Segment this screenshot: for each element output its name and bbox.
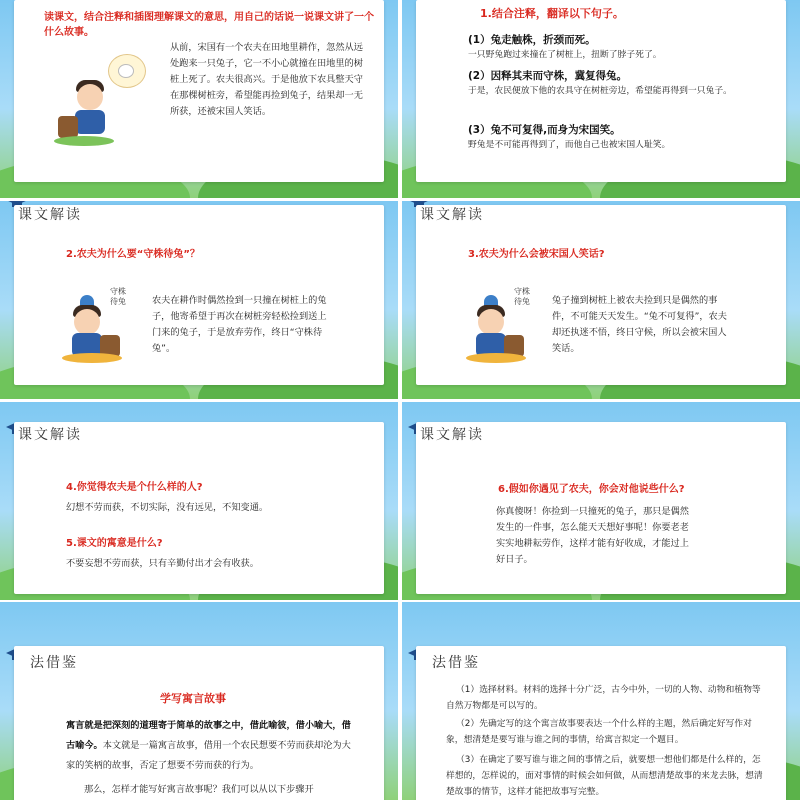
item-answer: 于是，农民便放下他的农具守在树桩旁边，希望能再得到一只兔子。 xyxy=(468,86,732,96)
boy-head-icon xyxy=(478,309,504,335)
section-title: 课文解读 xyxy=(18,427,82,443)
translate-item-1 xyxy=(468,32,768,62)
item-question: (3）兔不可复得,而身为宋国笑。 xyxy=(468,124,621,136)
boy-body-icon xyxy=(75,110,105,134)
slide-1 xyxy=(0,0,398,198)
question-2: 5.课文的寓意是什么? xyxy=(66,538,163,549)
tree-stump-icon xyxy=(58,116,78,138)
section-title: 课文解读 xyxy=(420,427,484,443)
rabbit-icon xyxy=(118,64,134,78)
slide-4 xyxy=(402,201,800,399)
question-1: 4.你觉得农夫是个什么样的人? xyxy=(66,482,203,493)
step-2: （2）先确定写的这个寓言故事要表达一个什么样的主题，然后确定好写作对象，想清楚是要写谁与谁之间的事情，给寓言拟定一个题目。 xyxy=(446,719,752,745)
content-card xyxy=(14,0,384,182)
translate-title: 1.结合注释，翻译以下句子。 xyxy=(480,7,624,20)
slide-title: 学写寓言故事 xyxy=(160,692,226,705)
translate-item-2 xyxy=(468,68,768,98)
calligraphy-title: 守株待兔 xyxy=(514,287,530,306)
slide-2 xyxy=(402,0,800,198)
slide-6 xyxy=(402,402,800,600)
section-title: 法借鉴 xyxy=(432,655,480,671)
section-title: 课文解读 xyxy=(420,207,484,223)
slide-8 xyxy=(402,602,800,800)
ground-icon xyxy=(466,353,526,363)
farmer-illustration xyxy=(48,52,158,162)
paragraph-1: 寓言就是把深刻的道理寄于简单的故事之中，借此喻彼，借小喻大，借古喻今。本文就是一篇寓言故事，借用一个农民想要不劳而获却沦为大家的笑柄的故事，否定了想要不劳而获的行为。 xyxy=(66,720,351,771)
farmer-illustration xyxy=(466,289,556,369)
step-3: （3）在确定了要写谁与谁之间的事情之后，就要想一想他们都是什么样的，怎样想的，怎样说的，面对事情的时候会如何做，从而想清楚故事的来龙去脉，想清楚故事的情节，这样才能把故事写完整。 xyxy=(446,755,763,797)
item-question: (2）因释其耒而守株，冀复得兔。 xyxy=(468,70,628,82)
boy-head-icon xyxy=(77,84,103,110)
answer-2: 不要妄想不劳而获，只有辛勤付出才会有收获。 xyxy=(66,558,259,569)
ground-icon xyxy=(54,136,114,146)
slide-3 xyxy=(0,201,398,399)
question: 2.农夫为什么要“守株待兔”？ xyxy=(66,249,200,260)
item-question: (1）兔走触株，折颈而死。 xyxy=(468,34,596,46)
item-answer: 野兔是不可能再得到了，而他自己也被宋国人耻笑。 xyxy=(468,140,671,150)
question: 6.假如你遇见了农夫，你会对他说些什么? xyxy=(498,484,685,495)
translate-item-3 xyxy=(468,122,768,152)
answer-1: 幻想不劳而获，不切实际，没有远见，不知变通。 xyxy=(66,502,269,513)
story-summary: 从前，宋国有一个农夫在田地里耕作，忽然从远处跑来一只兔子，它一不小心就撞在田地里的树桩上死了。农夫很高兴。于是他放下农具整天守在那棵树桩旁，希望能再捡到兔子，结果却一无所获，还被宋国人笑话。 xyxy=(170,42,363,117)
paragraph-2: 那么，怎样才能写好寓言故事呢？我们可以从以下步骤开 xyxy=(84,784,314,795)
step-1: （1）选择材料。材料的选择十分广泛，古今中外，一切的人物、动物和植物等自然万物都是可以写的。 xyxy=(446,685,761,711)
content-card xyxy=(416,0,786,182)
section-title: 课文解读 xyxy=(18,207,82,223)
section-title: 法借鉴 xyxy=(30,655,78,671)
calligraphy-title: 守株待兔 xyxy=(110,287,126,306)
slide-5 xyxy=(0,402,398,600)
answer: 农夫在耕作时偶然捡到一只撞在树桩上的兔子，他寄希望于再次在树桩旁轻松捡到送上门来的兔子，于是放弃劳作，终日“守株待兔”。 xyxy=(152,295,327,354)
item-answer: 一只野兔跑过来撞在了树桩上，扭断了脖子死了。 xyxy=(468,50,662,60)
answer: 你真傻呀！你捡到一只撞死的兔子，那只是偶然发生的一件事，怎么能天天想好事呢！你要老老实实地耕耘劳作，这样才能有好收成，才能过上好日子。 xyxy=(496,506,689,565)
boy-head-icon xyxy=(74,309,100,335)
farmer-illustration xyxy=(62,289,152,369)
reading-prompt: 读课文，结合注释和插图理解课文的意思，用自己的话说一说课文讲了一个什么故事。 xyxy=(44,12,374,38)
slide-7 xyxy=(0,602,398,800)
answer: 兔子撞到树桩上被农夫捡到只是偶然的事件，不可能天天发生。“兔不可复得”，农夫却还执迷不悟，终日守候，所以会被宋国人笑话。 xyxy=(552,295,727,354)
ground-icon xyxy=(62,353,122,363)
question: 3.农夫为什么会被宋国人笑话? xyxy=(468,249,605,260)
